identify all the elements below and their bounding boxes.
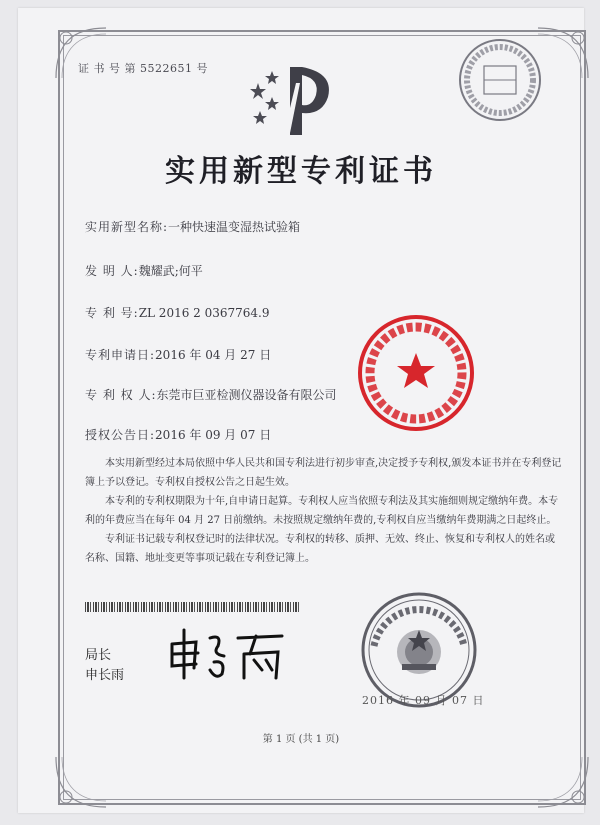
field-patentee — [85, 386, 337, 403]
field-label: 发 明 人: — [85, 264, 139, 278]
field-label: 专 利 号: — [85, 306, 139, 320]
field-value: 东莞市巨亚检测仪器设备有限公司 — [156, 388, 337, 402]
corner-ornament-bottom-left — [52, 753, 110, 811]
agency-stamp — [456, 36, 544, 124]
field-value: 一种快速温变湿热试验箱 — [168, 220, 301, 234]
director-name: 申长雨 — [85, 668, 125, 683]
field-utility-model-name — [85, 218, 300, 235]
corner-ornament-bottom-right — [534, 753, 592, 811]
field-value: 2016 年 09 月 07 日 — [155, 428, 272, 442]
seal-date: 2016 年 09 月 07 日 — [362, 694, 485, 707]
field-inventor — [85, 262, 203, 279]
field-label: 专利申请日: — [85, 348, 156, 362]
field-label: 授权公告日: — [85, 428, 156, 442]
page-number: 第 1 页 (共 1 页) — [262, 734, 340, 745]
field-value: ZL 2016 2 0367764.9 — [138, 306, 270, 320]
body-paragraph: 本专利的专利权期限为十年,自申请日起算。专利权人应当依照专利法及其实施细则规定缴纳年费。本专利的年费应当在每年 04 月 27 日前缴纳。未按照规定缴纳年费的,专利权自应当缴纳年费期满之日起终止。 — [85, 496, 559, 526]
barcode — [85, 602, 300, 612]
certificate-number: 证 书 号 第 5522651 号 — [78, 62, 208, 75]
field-value: 魏耀武;何平 — [138, 264, 203, 278]
page-title: 实用新型专利证书 — [165, 154, 437, 189]
director-title: 局长 — [85, 648, 112, 663]
field-grant-date — [85, 426, 271, 443]
field-label: 专 利 权 人: — [85, 388, 157, 402]
patent-office-emblem-icon — [250, 63, 340, 138]
body-paragraph: 专利证书记载专利权登记时的法律状况。专利权的转移、质押、无效、终止、恢复和专利权人的姓名或名称、国籍、地址变更等事项记载在专利登记簿上。 — [85, 534, 555, 564]
certificate-sheet — [18, 8, 584, 813]
field-patent-number — [85, 304, 270, 321]
certificate-body — [85, 454, 563, 568]
field-filing-date — [85, 346, 271, 363]
field-value: 2016 年 04 月 27 日 — [155, 348, 272, 362]
field-label: 实用新型名称: — [85, 220, 169, 234]
body-paragraph: 本实用新型经过本局依照中华人民共和国专利法进行初步审查,决定授予专利权,颁发本证书并在专利登记簿上予以登记。专利权自授权公告之日起生效。 — [85, 458, 562, 488]
handwritten-signature — [166, 624, 286, 684]
company-red-stamp — [354, 311, 478, 435]
